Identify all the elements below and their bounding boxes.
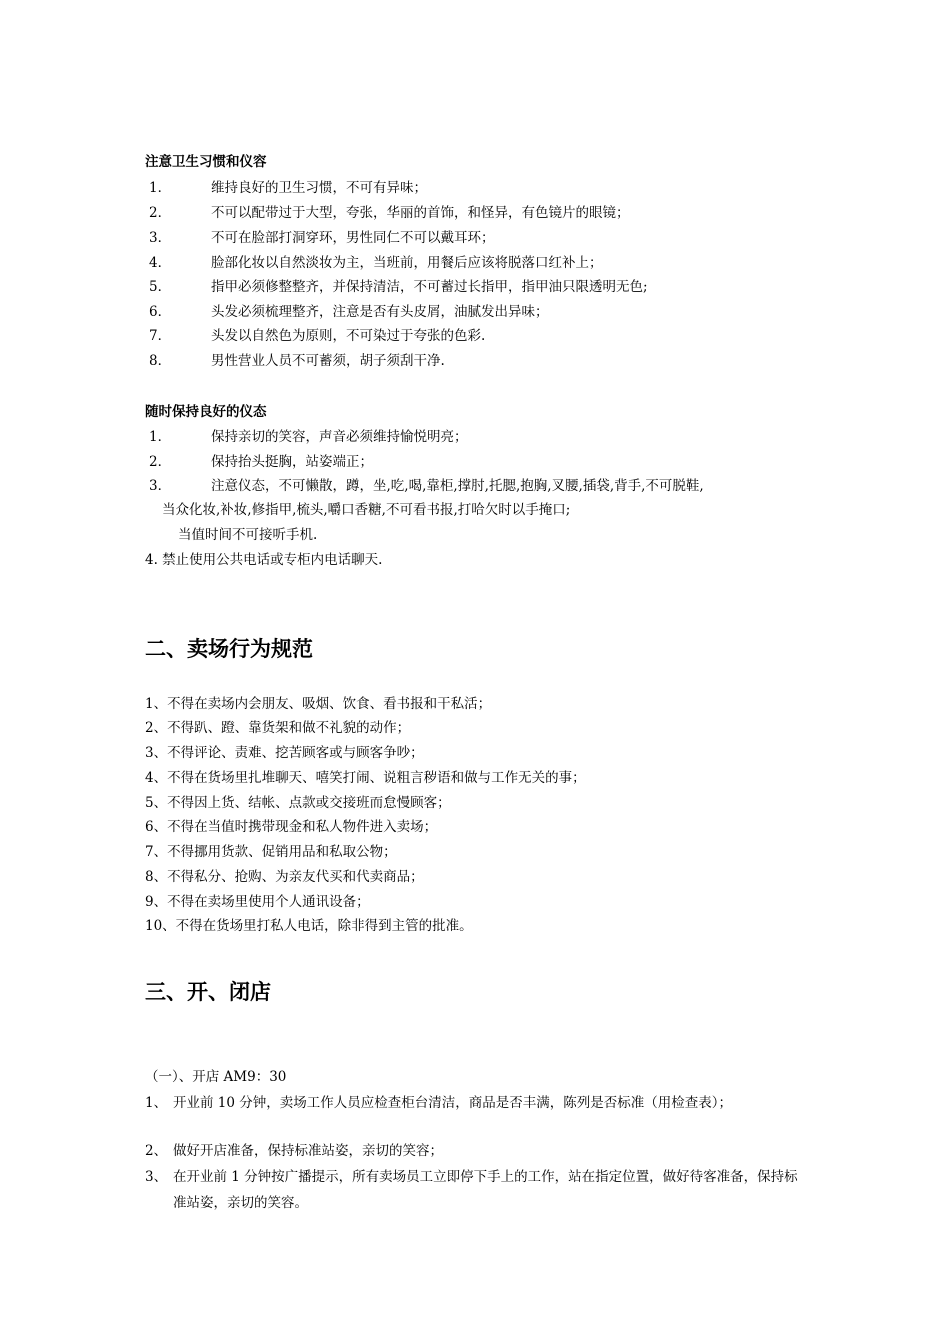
rule-item: 9、不得在卖场里使用个人通讯设备；: [145, 894, 370, 910]
rule-item: 8、不得私分、抢购、为亲友代买和代卖商品；: [145, 869, 424, 885]
item-number: 3、: [145, 1169, 168, 1185]
item-number: 7．: [149, 328, 172, 344]
open-store-item: [145, 1164, 810, 1216]
item-number: 3．: [149, 230, 172, 246]
item-text: 头发必须梳理整齐，注意是否有头皮屑，油腻发出异味；: [211, 304, 549, 320]
section-heading: 三、开、闭店: [145, 980, 271, 1004]
hygiene-title: 注意卫生习惯和仪容: [145, 154, 267, 170]
item-text: 男性营业人员不可蓄须，胡子须刮干净.: [211, 353, 445, 369]
item-number: 3．: [149, 478, 172, 494]
rule-item: 10、不得在货场里打私人电话，除非得到主管的批准。: [145, 918, 473, 934]
rule-item: 6、不得在当值时携带现金和私人物件进入卖场；: [145, 819, 438, 835]
open-store-item: [145, 1090, 810, 1116]
item-number: 1．: [149, 180, 172, 196]
item-text: 指甲必须修整整齐，并保持清洁，不可蓄过长指甲，指甲油只限透明无色;: [211, 279, 648, 295]
item-text: 开业前 10 分钟，卖场工作人员应检查柜台清洁，商品是否丰满，陈列是否标准（用检查表）；: [173, 1095, 733, 1111]
open-store-item: [145, 1138, 810, 1164]
item-number: 1、: [145, 1095, 168, 1111]
item-text: 在开业前 1 分钟按广播提示，所有卖场员工立即停下手上的工作，站在指定位置，做好待客准备，保持标准站姿，亲切的笑容。: [173, 1169, 798, 1211]
item-text: 注意仪态，不可懒散，蹲，坐,吃,喝,靠柜,撑肘,托腮,抱胸,叉腰,插袋,背手,不可脱鞋,: [211, 478, 704, 494]
item-text: 不可以配带过于大型，夸张，华丽的首饰，和怪异，有色镜片的眼镜；: [211, 205, 630, 221]
item-text: 保持亲切的笑容，声音必须维持愉悦明亮；: [211, 429, 468, 445]
posture-item-continuation: 当众化妆,补妆,修指甲,梳头,嚼口香糖,不可看书报,打哈欠时以手掩口;: [162, 502, 571, 518]
rule-item: 5、不得因上货、结帐、点款或交接班而怠慢顾客；: [145, 795, 451, 811]
item-number: 5．: [149, 279, 172, 295]
subsection-heading: （一）、开店 AM9：30: [145, 1069, 287, 1085]
section-heading: 二、卖场行为规范: [145, 637, 313, 661]
item-number: 2．: [149, 454, 172, 470]
item-number: 8．: [149, 353, 172, 369]
rule-item: 2、不得趴、蹬、靠货架和做不礼貌的动作；: [145, 720, 411, 736]
item-text: 不可在脸部打洞穿环，男性同仁不可以戴耳环；: [211, 230, 495, 246]
item-text: 维持良好的卫生习惯，不可有异味；: [211, 180, 427, 196]
item-number: 1．: [149, 429, 172, 445]
rule-item: 4、不得在货场里扎堆聊天、嘻笑打闹、说粗言秽语和做与工作无关的事；: [145, 770, 586, 786]
rule-item: 7、不得挪用货款、促销用品和私取公物；: [145, 844, 397, 860]
posture-item-continuation: 当值时间不可接听手机.: [178, 527, 318, 543]
posture-item: 4. 禁止使用公共电话或专柜内电话聊天.: [145, 552, 383, 568]
posture-title: 随时保持良好的仪态: [145, 404, 267, 420]
rule-item: 1、不得在卖场内会朋友、吸烟、饮食、看书报和干私活；: [145, 696, 492, 712]
item-number: 6．: [149, 304, 172, 320]
item-number: 2．: [149, 205, 172, 221]
item-number: 2、: [145, 1143, 168, 1159]
item-text: 头发以自然色为原则，不可染过于夸张的色彩.: [211, 328, 486, 344]
item-text: 保持抬头挺胸，站姿端正；: [211, 454, 373, 470]
rule-item: 3、不得评论、责难、挖苦顾客或与顾客争吵；: [145, 745, 424, 761]
item-number: 4．: [149, 255, 172, 271]
item-text: 做好开店准备，保持标准站姿，亲切的笑容；: [173, 1143, 443, 1159]
item-text: 脸部化妆以自然淡妆为主，当班前，用餐后应该将脱落口红补上；: [211, 255, 603, 271]
